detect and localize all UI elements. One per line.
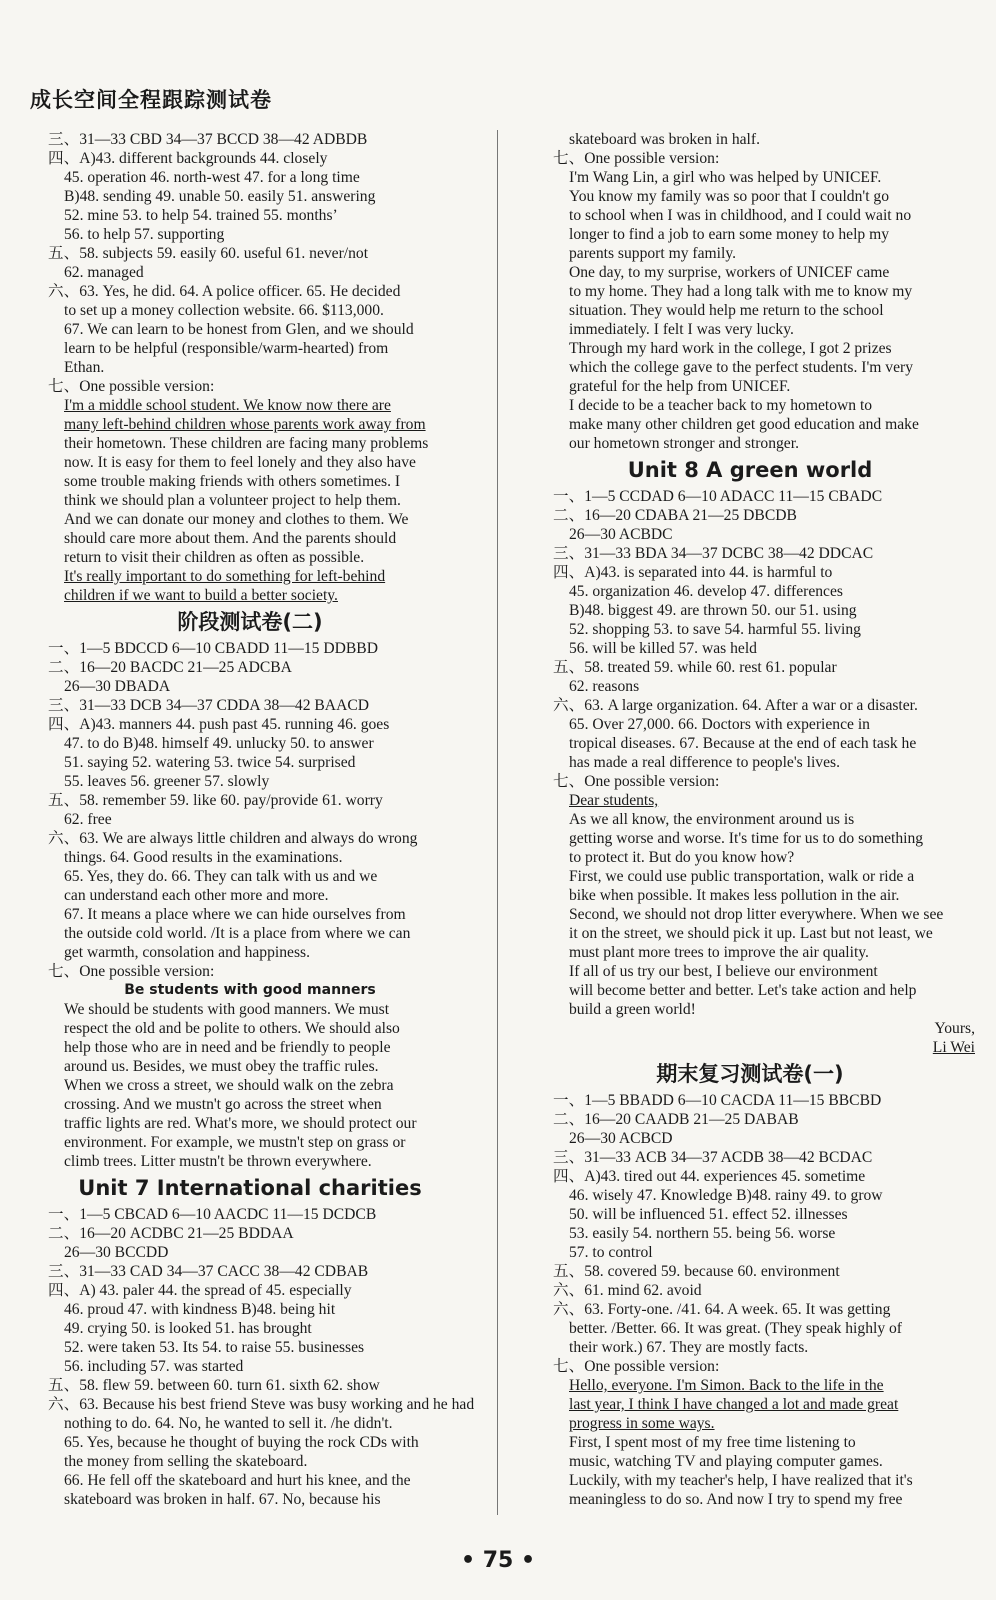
answer-line: skateboard was broken in half. (569, 131, 760, 148)
answer-line: 五、58. remember 59. like 60. pay/provide 61. worry (48, 792, 383, 809)
answer-line: build a green world! (569, 1001, 696, 1018)
answer-line: 45. organization 46. develop 47. differences (569, 583, 843, 600)
answer-line: to set up a money collection website. 66. $113,000. (64, 302, 384, 319)
answer-line: 26—30 ACBDC (569, 526, 673, 543)
answer-line: 57. to control (569, 1244, 653, 1261)
answer-line: First, we could use public transportation, walk or ride a (569, 868, 915, 885)
answer-line: the money from selling the skateboard. (64, 1453, 308, 1470)
answer-line: 六、63. We are always little children and always do wrong (48, 830, 418, 847)
answer-line: B)48. biggest 49. are thrown 50. our 51. using (569, 602, 857, 619)
answer-line: 一、1—5 CBCAD 6—10 AACDC 11—15 DCDCB (48, 1206, 377, 1223)
answer-line: around us. Besides, we must obey the traffic rules. (64, 1058, 379, 1075)
answer-line: 六、63. Because his best friend Steve was busy working and he had (48, 1396, 475, 1413)
answer-line: 七、One possible version: (48, 963, 215, 980)
answer-line: things. 64. Good results in the examinations. (64, 849, 343, 866)
answer-line: If all of us try our best, I believe our environment (569, 963, 878, 980)
answer-line: 65. Yes, they do. 66. They can talk with us and we (64, 868, 378, 885)
answer-line: 62. managed (64, 264, 144, 281)
answer-line: 四、A)43. manners 44. push past 45. running 46. goes (48, 716, 390, 733)
answer-line: nothing to do. 64. No, he wanted to sell it. /he didn't. (64, 1415, 393, 1432)
answer-line: to my home. They had a long talk with me to know my (569, 283, 913, 300)
answer-line: will become better and better. Let's take action and help (569, 982, 917, 999)
answer-line: 二、16—20 CAADB 21—25 DABAB (553, 1111, 799, 1128)
answer-line: 一、1—5 CCDAD 6—10 ADACC 11—15 CBADC (553, 488, 883, 505)
answer-line: 三、31—33 CAD 34—37 CACC 38—42 CDBAB (48, 1263, 369, 1280)
answer-line: 一、1—5 BBADD 6—10 CACDA 11—15 BBCBD (553, 1092, 882, 1109)
answer-line: crossing. And we mustn't go across the street when (64, 1096, 382, 1113)
answer-line: immediately. I felt I was very lucky. (569, 321, 794, 338)
section-heading: 期末复习测试卷(一) (656, 1062, 844, 1086)
answer-line: Hello, everyone. I'm Simon. Back to the life in the (569, 1377, 884, 1394)
answer-line: meaningless to do so. And now I try to spend my free (569, 1491, 903, 1508)
answer-line: 四、A)43. is separated into 44. is harmful to (553, 564, 833, 581)
answer-line: 五、58. subjects 59. easily 60. useful 61. never/not (48, 245, 369, 262)
answer-line: 52. were taken 53. Its 54. to raise 55. businesses (64, 1339, 365, 1356)
answer-line: B)48. sending 49. unable 50. easily 51. answering (64, 188, 376, 205)
answer-line: 55. leaves 56. greener 57. slowly (64, 773, 270, 790)
answer-line: 56. to help 57. supporting (64, 226, 225, 243)
answer-line: 26—30 ACBCD (569, 1130, 673, 1147)
answer-line: now. It is easy for them to feel lonely and they also have (64, 454, 416, 471)
answer-line: think we should plan a volunteer project to help them. (64, 492, 401, 509)
essay-title: Be students with good manners (124, 982, 376, 998)
answer-line: First, I spent most of my free time listening to (569, 1434, 856, 1451)
answer-line: 七、One possible version: (553, 150, 720, 167)
answer-line: 62. reasons (569, 678, 640, 695)
answer-line: to school when I was in childhood, and I could wait no (569, 207, 912, 224)
answer-line: last year, I think I have changed a lot and made great (569, 1396, 899, 1413)
answer-line: 六、63. Yes, he did. 64. A police officer. 65. He decided (48, 283, 401, 300)
answer-line: progress in some ways. (569, 1415, 715, 1432)
answer-line: should care more about them. And the parents should (64, 530, 397, 547)
answer-line: can understand each other more and more. (64, 887, 329, 904)
answer-line: return to visit their children as often as possible. (64, 549, 365, 566)
answer-line: 五、58. treated 59. while 60. rest 61. popular (553, 659, 837, 676)
answer-line: climb trees. Litter mustn't be thrown everywhere. (64, 1153, 372, 1170)
answer-line: 67. It means a place where we can hide ourselves from (64, 906, 406, 923)
answer-line: 六、61. mind 62. avoid (553, 1282, 702, 1299)
left-column (20, 130, 480, 1509)
section-heading: 阶段测试卷(二) (177, 610, 323, 634)
answer-line: 七、One possible version: (553, 1358, 720, 1375)
answer-line: 四、A)43. tired out 44. experiences 45. sometime (553, 1168, 866, 1185)
book-header: 成长空间全程跟踪测试卷 (30, 88, 272, 112)
answer-line: skateboard was broken in half. 67. No, because his (64, 1491, 381, 1508)
answer-line: many left-behind children whose parents work away from (64, 416, 426, 433)
answer-line: 二、16—20 BACDC 21—25 ADCBA (48, 659, 292, 676)
answer-line: 47. to do B)48. himself 49. unlucky 50. to answer (64, 735, 374, 752)
answer-line: 67. We can learn to be honest from Glen, and we should (64, 321, 414, 338)
section-heading: Unit 7 International charities (78, 1176, 422, 1200)
answer-line: 一、1—5 BDCCD 6—10 CBADD 11—15 DDBBD (48, 640, 378, 657)
answer-line: 46. proud 47. with kindness B)48. being hit (64, 1301, 336, 1318)
answer-line: 26—30 DBADA (64, 678, 171, 695)
answer-line: respect the old and be polite to others. We should also (64, 1020, 400, 1037)
answer-line: 三、31—33 DCB 34—37 CDDA 38—42 BAACD (48, 697, 369, 714)
answer-line: You know my family was so poor that I couldn't go (569, 188, 890, 205)
section-heading: Unit 8 A green world (627, 458, 873, 482)
answer-line: 66. He fell off the skateboard and hurt his knee, and the (64, 1472, 411, 1489)
answer-line: 51. saying 52. watering 53. twice 54. surprised (64, 754, 356, 771)
answer-line: Yours, (934, 1020, 975, 1037)
answer-line: it on the street, we should pick it up. Last but not least, we (569, 925, 933, 942)
answer-line: music, watching TV and playing computer games. (569, 1453, 883, 1470)
answer-line: Li Wei (932, 1039, 975, 1056)
answer-line: 45. operation 46. north-west 47. for a long time (64, 169, 360, 186)
answer-line: situation. They would help me return to the school (569, 302, 884, 319)
answer-line: 五、58. flew 59. between 60. turn 61. sixth 62. show (48, 1377, 380, 1394)
answer-line: getting worse and worse. It's time for us to do something (569, 830, 924, 847)
answer-line: 二、16—20 ACDBC 21—25 BDDAA (48, 1225, 294, 1242)
answer-line: 46. wisely 47. Knowledge B)48. rainy 49. to grow (569, 1187, 883, 1204)
answer-line: make many other children get good education and make (569, 416, 919, 433)
answer-line: 六、63. Forty-one. /41. 64. A week. 65. It was getting (553, 1301, 891, 1318)
answer-line: 50. will be influenced 51. effect 52. illnesses (569, 1206, 848, 1223)
answer-line: 六、63. A large organization. 64. After a war or a disaster. (553, 697, 918, 714)
answer-line: must plant more trees to improve the air quality. (569, 944, 869, 961)
answer-line: 五、58. covered 59. because 60. environment (553, 1263, 840, 1280)
answer-line: the outside cold world. /It is a place from where we can (64, 925, 411, 942)
answer-line: I'm a middle school student. We know now there are (64, 397, 391, 414)
answer-line: 62. free (64, 811, 112, 828)
right-column (525, 130, 975, 1509)
answer-line: 52. shopping 53. to save 54. harmful 55. living (569, 621, 861, 638)
answer-line: 七、One possible version: (553, 773, 720, 790)
answer-line: When we cross a street, we should walk on the zebra (64, 1077, 394, 1094)
answer-line: has made a real difference to people's lives. (569, 754, 840, 771)
answer-line: 四、A) 43. paler 44. the spread of 45. especially (48, 1282, 352, 1299)
answer-line: As we all know, the environment around us is (569, 811, 855, 828)
answer-line: 26—30 BCCDD (64, 1244, 169, 1261)
answer-line: Dear students, (569, 792, 659, 809)
answer-line: 53. easily 54. northern 55. being 56. worse (569, 1225, 836, 1242)
answer-line: tropical diseases. 67. Because at the end of each task he (569, 735, 917, 752)
page-number: • 75 • (460, 1548, 536, 1573)
answer-line: bike when possible. It makes less pollution in the air. (569, 887, 900, 904)
answer-line: I decide to be a teacher back to my hometown to (569, 397, 873, 414)
answer-line: our hometown stronger and stronger. (569, 435, 799, 452)
answer-line: Second, we should not drop litter everywhere. When we see (569, 906, 944, 923)
column-divider (497, 130, 498, 1515)
answer-line: It's really important to do something for left-behind (64, 568, 386, 585)
answer-line: 56. will be killed 57. was held (569, 640, 757, 657)
answer-line: Through my hard work in the college, I got 2 prizes (569, 340, 892, 357)
answer-line: 三、31—33 BDA 34—37 DCBC 38—42 DDCAC (553, 545, 874, 562)
answer-line: some trouble making friends with others sometimes. I (64, 473, 401, 490)
answer-line: 四、A)43. different backgrounds 44. closely (48, 150, 328, 167)
answer-line: which the college gave to the perfect students. I'm very (569, 359, 914, 376)
answer-line: I'm Wang Lin, a girl who was helped by UNICEF. (569, 169, 882, 186)
answer-line: better. /Better. 66. It was great. (They speak highly of (569, 1320, 903, 1337)
answer-line: parents support my family. (569, 245, 737, 262)
answer-line: 二、16—20 CDABA 21—25 DBCDB (553, 507, 797, 524)
answer-line: 49. crying 50. is looked 51. has brought (64, 1320, 312, 1337)
answer-line: 52. mine 53. to help 54. trained 55. months’ (64, 207, 338, 224)
answer-line: 七、One possible version: (48, 378, 215, 395)
answer-line: their work.) 67. They are mostly facts. (569, 1339, 809, 1356)
answer-line: One day, to my surprise, workers of UNICEF came (569, 264, 890, 281)
answer-line: We should be students with good manners. We must (64, 1001, 390, 1018)
answer-line: 三、31—33 ACB 34—37 ACDB 38—42 BCDAC (553, 1149, 873, 1166)
answer-line: learn to be helpful (responsible/warm-hearted) from (64, 340, 389, 357)
answer-line: 65. Yes, because he thought of buying the rock CDs with (64, 1434, 419, 1451)
answer-line: longer to find a job to earn some money to help my (569, 226, 890, 243)
answer-line: get warmth, consolation and happiness. (64, 944, 310, 961)
answer-line: 三、31—33 CBD 34—37 BCCD 38—42 ADBDB (48, 131, 368, 148)
answer-line: environment. For example, we mustn't step on grass or (64, 1134, 406, 1151)
answer-line: children if we want to build a better society. (64, 587, 338, 604)
answer-line: 65. Over 27,000. 66. Doctors with experience in (569, 716, 870, 733)
answer-line: help those who are in need and be friendly to people (64, 1039, 391, 1056)
answer-line: Luckily, with my teacher's help, I have realized that it's (569, 1472, 913, 1489)
answer-line: grateful for the help from UNICEF. (569, 378, 791, 395)
answer-line: Ethan. (64, 359, 105, 376)
answer-line: their hometown. These children are facing many problems (64, 435, 429, 452)
answer-line: to protect it. But do you know how? (569, 849, 795, 866)
answer-line: traffic lights are red. What's more, we should protect our (64, 1115, 417, 1132)
answer-line: 56. including 57. was started (64, 1358, 244, 1375)
answer-line: And we can donate our money and clothes to them. We (64, 511, 409, 528)
